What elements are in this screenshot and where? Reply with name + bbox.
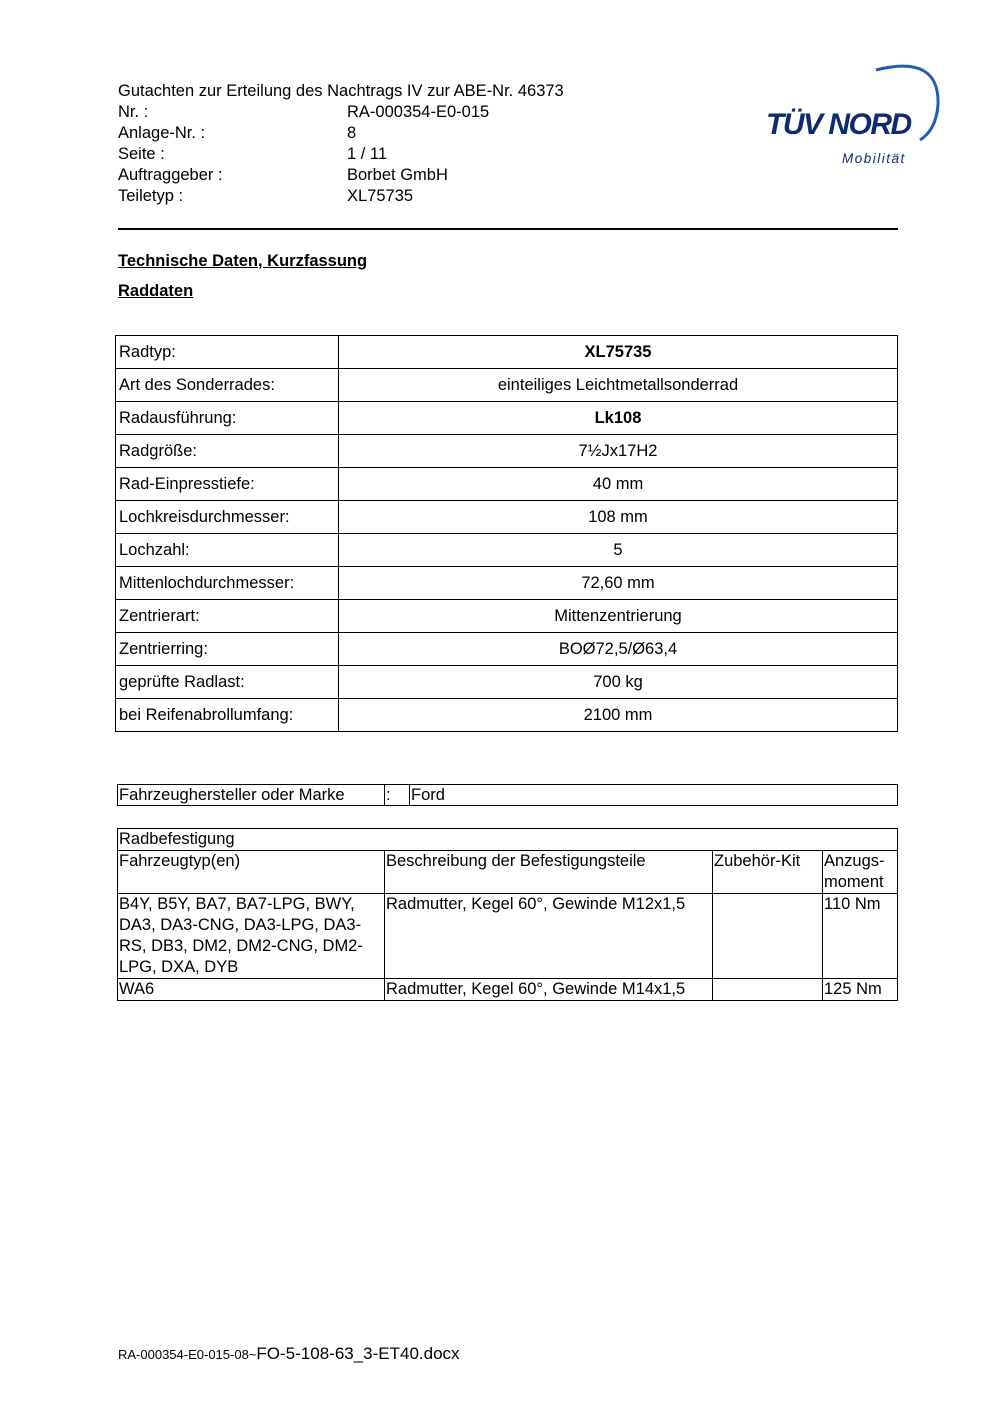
column-header: Fahrzeugtyp(en)	[118, 851, 385, 894]
row-value: Lk108	[339, 402, 898, 435]
row-value: 72,60 mm	[339, 567, 898, 600]
row-value: 700 kg	[339, 666, 898, 699]
header-row-page	[118, 144, 718, 165]
header-row-number	[118, 102, 718, 123]
row-value: einteiliges Leichtmetallsonderrad	[339, 369, 898, 402]
header-row-part-type	[118, 186, 718, 207]
row-value: Mittenzentrierung	[339, 600, 898, 633]
logo-subtitle: Mobilität	[842, 151, 906, 166]
table-row	[118, 979, 898, 1001]
row-label: Radgröße:	[116, 435, 339, 468]
header-value: Borbet GmbH	[347, 166, 448, 184]
row-label: Radtyp:	[116, 336, 339, 369]
header-label: Auftraggeber :	[118, 166, 223, 184]
table-row	[116, 336, 898, 369]
row-value: 7½Jx17H2	[339, 435, 898, 468]
maker-separator: :	[385, 785, 410, 806]
table-row	[116, 600, 898, 633]
row-label: Mittenlochdurchmesser:	[116, 567, 339, 600]
header-divider	[118, 228, 898, 230]
table-row	[116, 567, 898, 600]
maker-label: Fahrzeughersteller oder Marke	[118, 785, 385, 806]
vehicle-maker-table	[117, 784, 898, 806]
table-row	[116, 501, 898, 534]
table-row	[116, 435, 898, 468]
wheel-fixing-table	[117, 828, 898, 1001]
table-row	[116, 402, 898, 435]
header-value: 8	[347, 124, 357, 142]
row-value: 108 mm	[339, 501, 898, 534]
logo-brand: TÜV NORD	[766, 108, 911, 141]
column-header: Anzugs- moment	[823, 851, 898, 894]
table-row	[118, 894, 898, 979]
row-label: Lochkreisdurchmesser:	[116, 501, 339, 534]
column-header: Beschreibung der Befestigungsteile	[385, 851, 713, 894]
row-label: Zentrierring:	[116, 633, 339, 666]
accessory-kit	[713, 894, 823, 979]
row-label: geprüfte Radlast:	[116, 666, 339, 699]
vehicle-types: B4Y, B5Y, BA7, BA7-LPG, BWY, DA3, DA3-CNG, DA3-LPG, DA3-RS, DB3, DM2, DM2-CNG, DM2-LPG, DXA, DYB	[118, 894, 385, 979]
table-row	[118, 829, 898, 851]
header-value: XL75735	[347, 187, 414, 205]
row-label: Lochzahl:	[116, 534, 339, 567]
table-row	[116, 633, 898, 666]
table-row	[116, 534, 898, 567]
document-title: Gutachten zur Erteilung des Nachtrags IV zur ABE-Nr. 46373	[118, 82, 564, 100]
row-value: 40 mm	[339, 468, 898, 501]
row-value: BOØ72,5/Ø63,4	[339, 633, 898, 666]
wheel-data-table	[115, 335, 898, 732]
torque: 125 Nm	[823, 979, 898, 1001]
footer-prefix: RA-000354-E0-015-08~	[118, 1347, 257, 1362]
fixing-description: Radmutter, Kegel 60°, Gewinde M14x1,5	[385, 979, 713, 1001]
table-row	[118, 785, 898, 806]
document-footer	[118, 1344, 460, 1364]
row-label: Radausführung:	[116, 402, 339, 435]
table-row	[116, 666, 898, 699]
row-label: Rad-Einpresstiefe:	[116, 468, 339, 501]
maker-value: Ford	[410, 785, 898, 806]
vehicle-types: WA6	[118, 979, 385, 1001]
accessory-kit	[713, 979, 823, 1001]
table-row	[116, 699, 898, 732]
section-title: Technische Daten, Kurzfassung	[118, 252, 368, 270]
header-value: RA-000354-E0-015	[347, 103, 490, 121]
row-label: bei Reifenabrollumfang:	[116, 699, 339, 732]
row-value: 5	[339, 534, 898, 567]
footer-filename: FO-5-108-63_3-ET40.docx	[256, 1344, 460, 1363]
document-header	[118, 81, 718, 207]
column-header: Zubehör-Kit	[713, 851, 823, 894]
row-value: 2100 mm	[339, 699, 898, 732]
header-label: Seite :	[118, 145, 165, 163]
fixing-description: Radmutter, Kegel 60°, Gewinde M12x1,5	[385, 894, 713, 979]
table-header-row	[118, 851, 898, 894]
table-row	[116, 369, 898, 402]
tuv-nord-logo	[760, 60, 945, 170]
fixing-title: Radbefestigung	[118, 829, 898, 851]
row-label: Art des Sonderrades:	[116, 369, 339, 402]
header-row-attachment	[118, 123, 718, 144]
subsection-title: Raddaten	[118, 282, 194, 300]
header-row-client	[118, 165, 718, 186]
header-value: 1 / 11	[347, 145, 388, 163]
header-label: Anlage-Nr. :	[118, 124, 206, 142]
header-label: Teiletyp :	[118, 187, 184, 205]
row-value: XL75735	[339, 336, 898, 369]
torque: 110 Nm	[823, 894, 898, 979]
row-label: Zentrierart:	[116, 600, 339, 633]
header-label: Nr. :	[118, 103, 149, 121]
table-row	[116, 468, 898, 501]
